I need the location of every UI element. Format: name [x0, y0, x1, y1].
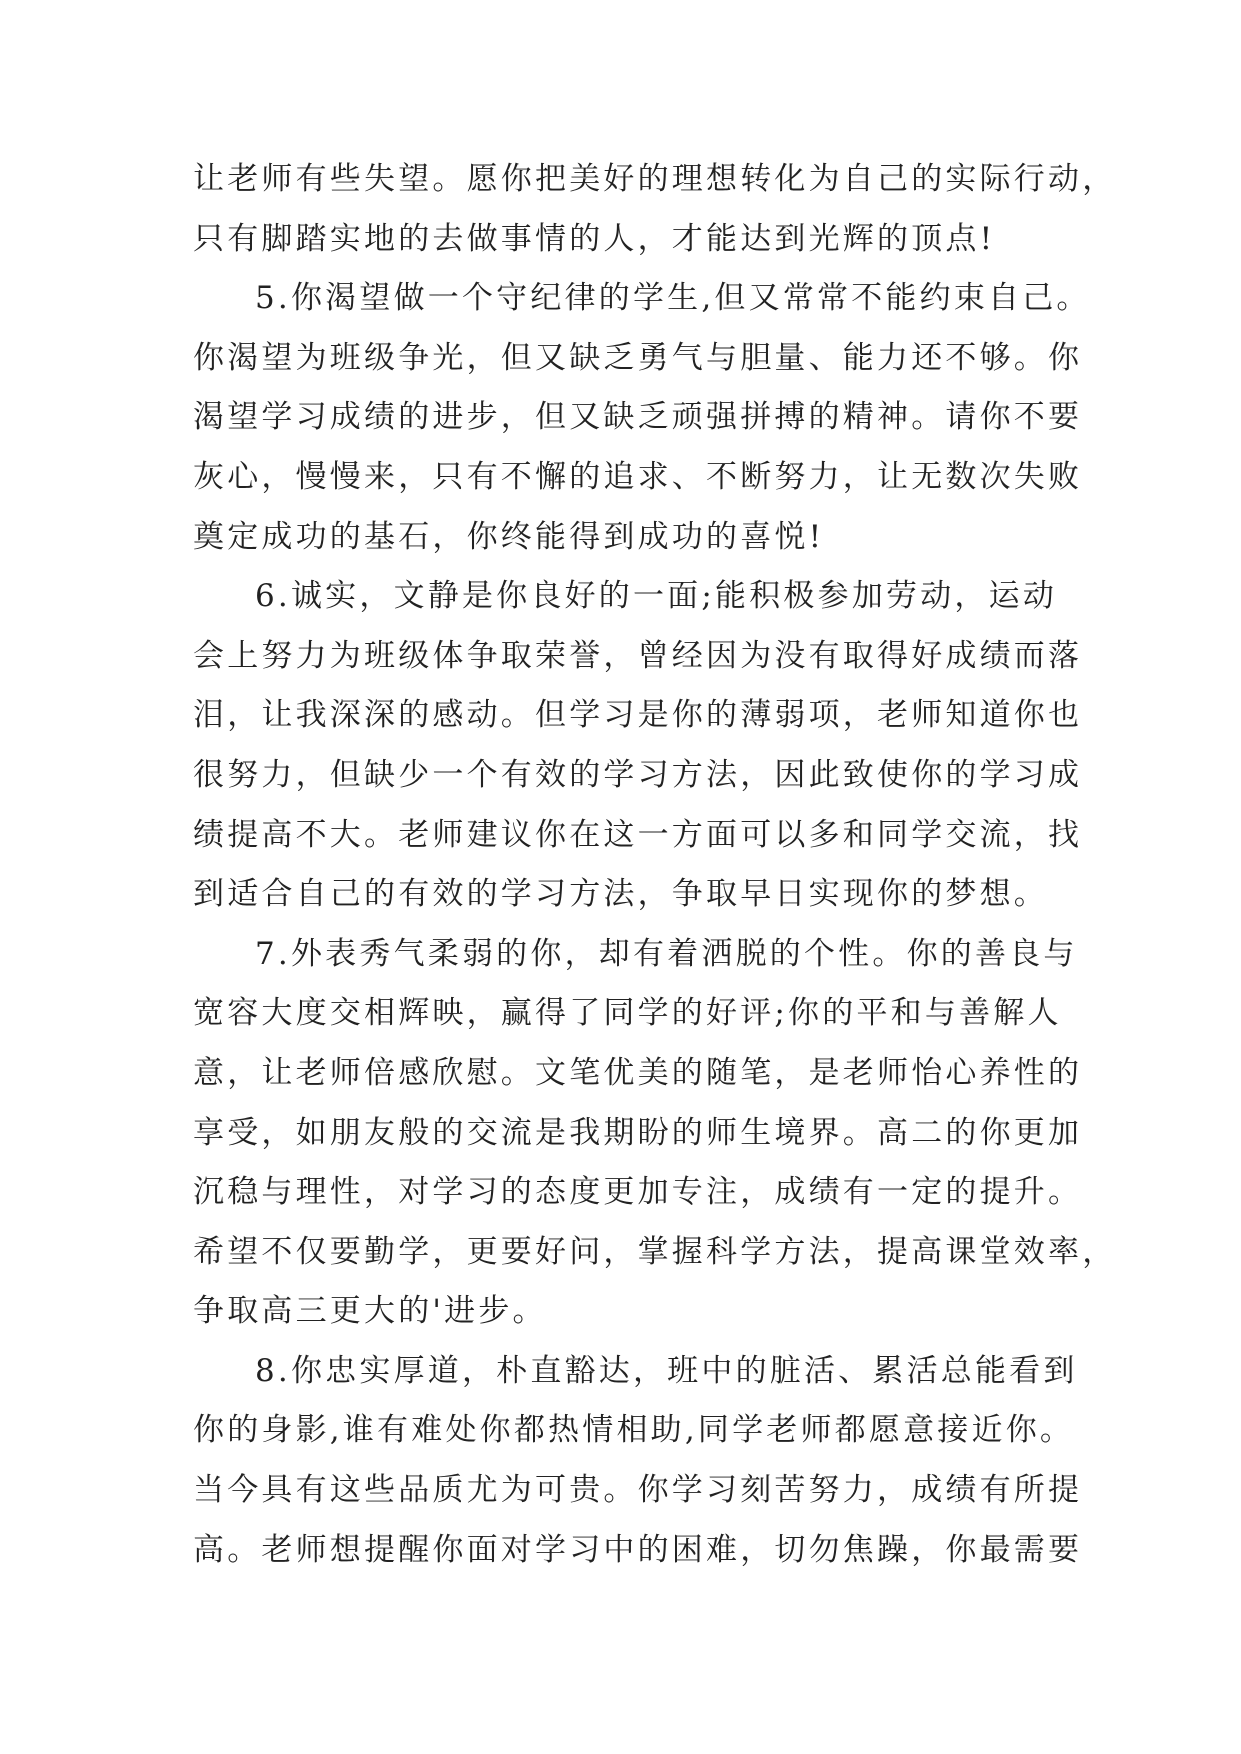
text-line: 意，让老师倍感欣慰。文笔优美的随笔，是老师怡心养性的	[193, 1054, 1083, 1091]
text-line: 你的身影,谁有难处你都热情相助,同学老师都愿意接近你。	[193, 1412, 1075, 1449]
text-line: 奠定成功的基石，你终能得到成功的喜悦!	[193, 518, 825, 555]
text-line: 7.外表秀气柔弱的你，却有着洒脱的个性。你的善良与	[255, 935, 1078, 972]
text-line: 争取高三更大的'进步。	[193, 1293, 547, 1330]
text-line: 灰心，慢慢来，只有不懈的追求、不断努力，让无数次失败	[193, 458, 1083, 495]
text-line: 泪，让我深深的感动。但学习是你的薄弱项，老师知道你也	[193, 697, 1083, 734]
text-line: 很努力，但缺少一个有效的学习方法，因此致使你的学习成	[193, 756, 1083, 793]
text-line: 你渴望为班级争光，但又缺乏勇气与胆量、能力还不够。你	[193, 339, 1083, 376]
document-body	[193, 150, 1117, 1580]
text-line: 希望不仅要勤学，更要好问，掌握科学方法，提高课堂效率，	[193, 1233, 1117, 1270]
text-line: 当今具有这些品质尤为可贵。你学习刻苦努力，成绩有所提	[193, 1472, 1083, 1509]
text-line: 渴望学习成绩的进步，但又缺乏顽强拼搏的精神。请你不要	[193, 399, 1083, 436]
text-line: 6.诚实，文静是你良好的一面;能积极参加劳动，运动	[255, 578, 1058, 615]
text-line: 只有脚踏实地的去做事情的人，才能达到光辉的顶点!	[193, 220, 996, 257]
text-line: 会上努力为班级体争取荣誉，曾经因为没有取得好成绩而落	[193, 637, 1083, 674]
text-line: 沉稳与理性，对学习的态度更加专注，成绩有一定的提升。	[193, 1174, 1083, 1211]
text-line: 享受，如朋友般的交流是我期盼的师生境界。高二的你更加	[193, 1114, 1083, 1151]
text-line: 宽容大度交相辉映，赢得了同学的好评;你的平和与善解人	[193, 995, 1062, 1032]
text-line: 5.你渴望做一个守纪律的学生,但又常常不能约束自己。	[255, 280, 1091, 317]
text-line: 到适合自己的有效的学习方法，争取早日实现你的梦想。	[193, 876, 1048, 913]
text-line: 8.你忠实厚道，朴直豁达，班中的脏活、累活总能看到	[255, 1352, 1078, 1389]
text-line: 高。老师想提醒你面对学习中的困难，切勿焦躁，你最需要	[193, 1531, 1083, 1568]
text-line: 绩提高不大。老师建议你在这一方面可以多和同学交流，找	[193, 816, 1083, 853]
text-line: 让老师有些失望。愿你把美好的理想转化为自己的实际行动，	[193, 161, 1117, 197]
